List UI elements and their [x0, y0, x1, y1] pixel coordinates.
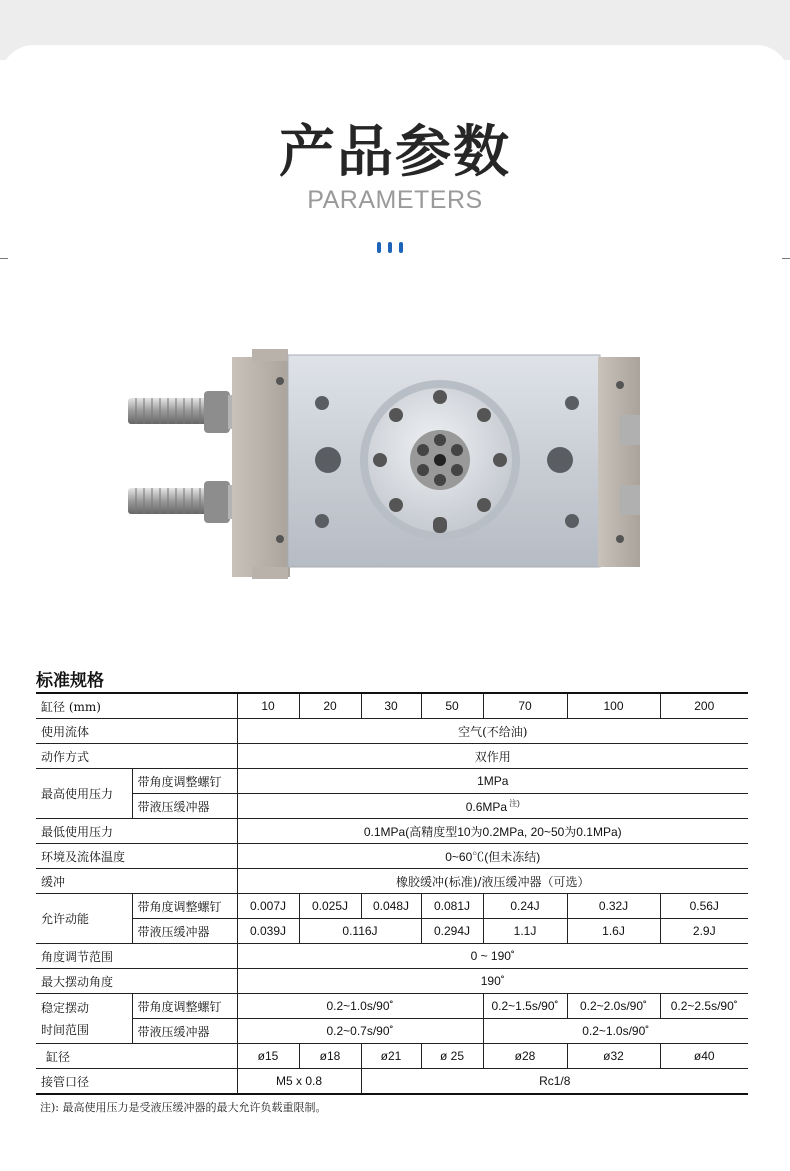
table-cell: ø15	[237, 1044, 299, 1069]
bore-header-cell: 10	[237, 693, 299, 719]
table-cell: 0.2~2.5s/90˚	[660, 994, 748, 1019]
table-cell: 2.9J	[660, 919, 748, 944]
table-cell: Rc1/8	[361, 1069, 748, 1095]
table-cell: 橡胶缓冲(标准)/液压缓冲器（可选）	[237, 869, 748, 894]
row-label: 缓冲	[36, 869, 237, 894]
table-cell: ø40	[660, 1044, 748, 1069]
sub-label: 带液压缓冲器	[132, 794, 237, 819]
row-label: 角度调节范围	[36, 944, 237, 969]
sub-label: 带液压缓冲器	[132, 919, 237, 944]
spec-table	[36, 692, 748, 1095]
row-label: 允许动能	[36, 894, 132, 944]
table-cell: ø21	[361, 1044, 421, 1069]
row-label: 环境及流体温度	[36, 844, 237, 869]
bore-header-cell: 50	[421, 693, 483, 719]
row-label-line: 稳定摆动	[41, 1000, 90, 1015]
table-cell: 0.32J	[567, 894, 660, 919]
table-cell: 1.1J	[483, 919, 567, 944]
row-label	[36, 994, 132, 1044]
left-edge-tick	[0, 258, 8, 259]
right-edge-tick	[782, 258, 790, 259]
table-row	[36, 944, 748, 969]
bore-header-cell: 100	[567, 693, 660, 719]
table-cell: 0.2~2.0s/90˚	[567, 994, 660, 1019]
table-row	[36, 744, 748, 769]
table-row	[36, 1069, 748, 1095]
table-row	[36, 844, 748, 869]
table-cell: ø 25	[421, 1044, 483, 1069]
row-label-line: 时间范围	[41, 1022, 90, 1037]
table-row	[36, 1044, 748, 1069]
table-cell: 0.56J	[660, 894, 748, 919]
table-cell	[237, 794, 748, 819]
table-cell: 0.2~1.5s/90˚	[483, 994, 567, 1019]
row-label: 最大摆动角度	[36, 969, 237, 994]
table-cell: 0.007J	[237, 894, 299, 919]
table-row	[36, 994, 748, 1019]
table-row	[36, 894, 748, 919]
table-cell: 0.1MPa(高精度型10为0.2MPa, 20~50为0.1MPa)	[237, 819, 748, 844]
table-cell: 1.6J	[567, 919, 660, 944]
product-photo	[120, 335, 650, 585]
cell-value: 0.6MPa	[465, 800, 508, 814]
bore-header-cell: 20	[299, 693, 361, 719]
bore-header-cell: 200	[660, 693, 748, 719]
header-label: 缸径 (mm)	[36, 693, 237, 719]
table-cell: 0~60℃(但未冻结)	[237, 844, 748, 869]
row-label: 接管口径	[36, 1069, 237, 1095]
table-cell: 0.081J	[421, 894, 483, 919]
table-row	[36, 794, 748, 819]
row-label: 最高使用压力	[36, 769, 132, 819]
table-cell: 双作用	[237, 744, 748, 769]
sub-label: 带角度调整螺钉	[132, 894, 237, 919]
section-title: 标准规格	[36, 671, 104, 691]
table-cell: 空气(不给油)	[237, 719, 748, 744]
bore-header-cell: 70	[483, 693, 567, 719]
bore-header-cell: 30	[361, 693, 421, 719]
table-cell: 0.2~1.0s/90˚	[237, 994, 483, 1019]
table-cell: 0.2~1.0s/90˚	[483, 1019, 748, 1044]
table-cell: ø32	[567, 1044, 660, 1069]
table-cell: M5 x 0.8	[237, 1069, 361, 1095]
note-mark: 注)	[509, 799, 520, 808]
table-cell: 0.116J	[299, 919, 421, 944]
page-subtitle: PARAMETERS	[307, 186, 483, 214]
row-label: 动作方式	[36, 744, 237, 769]
table-row	[36, 869, 748, 894]
table-cell: 0.294J	[421, 919, 483, 944]
page-title: 产品参数	[279, 120, 511, 185]
decorative-bars	[377, 238, 410, 257]
table-row	[36, 1019, 748, 1044]
table-cell: 0.24J	[483, 894, 567, 919]
table-cell: 0 ~ 190˚	[237, 944, 748, 969]
table-cell: ø28	[483, 1044, 567, 1069]
sub-label: 带角度调整螺钉	[132, 994, 237, 1019]
footnote: 注): 最高使用压力是受液压缓冲器的最大允许负载重限制。	[40, 1101, 327, 1114]
row-label: 使用流体	[36, 719, 237, 744]
table-row	[36, 919, 748, 944]
row-label: 最低使用压力	[36, 819, 237, 844]
sub-label: 带液压缓冲器	[132, 1019, 237, 1044]
table-row	[36, 819, 748, 844]
table-cell: 0.025J	[299, 894, 361, 919]
table-cell: 0.2~0.7s/90˚	[237, 1019, 483, 1044]
table-cell: 1MPa	[237, 769, 748, 794]
table-row	[36, 969, 748, 994]
table-row	[36, 719, 748, 744]
table-row	[36, 769, 748, 794]
table-cell: 0.048J	[361, 894, 421, 919]
table-cell: 0.039J	[237, 919, 299, 944]
table-cell: ø18	[299, 1044, 361, 1069]
row-label: 缸径	[36, 1044, 237, 1069]
table-cell: 190˚	[237, 969, 748, 994]
sub-label: 带角度调整螺钉	[132, 769, 237, 794]
table-row	[36, 693, 748, 719]
